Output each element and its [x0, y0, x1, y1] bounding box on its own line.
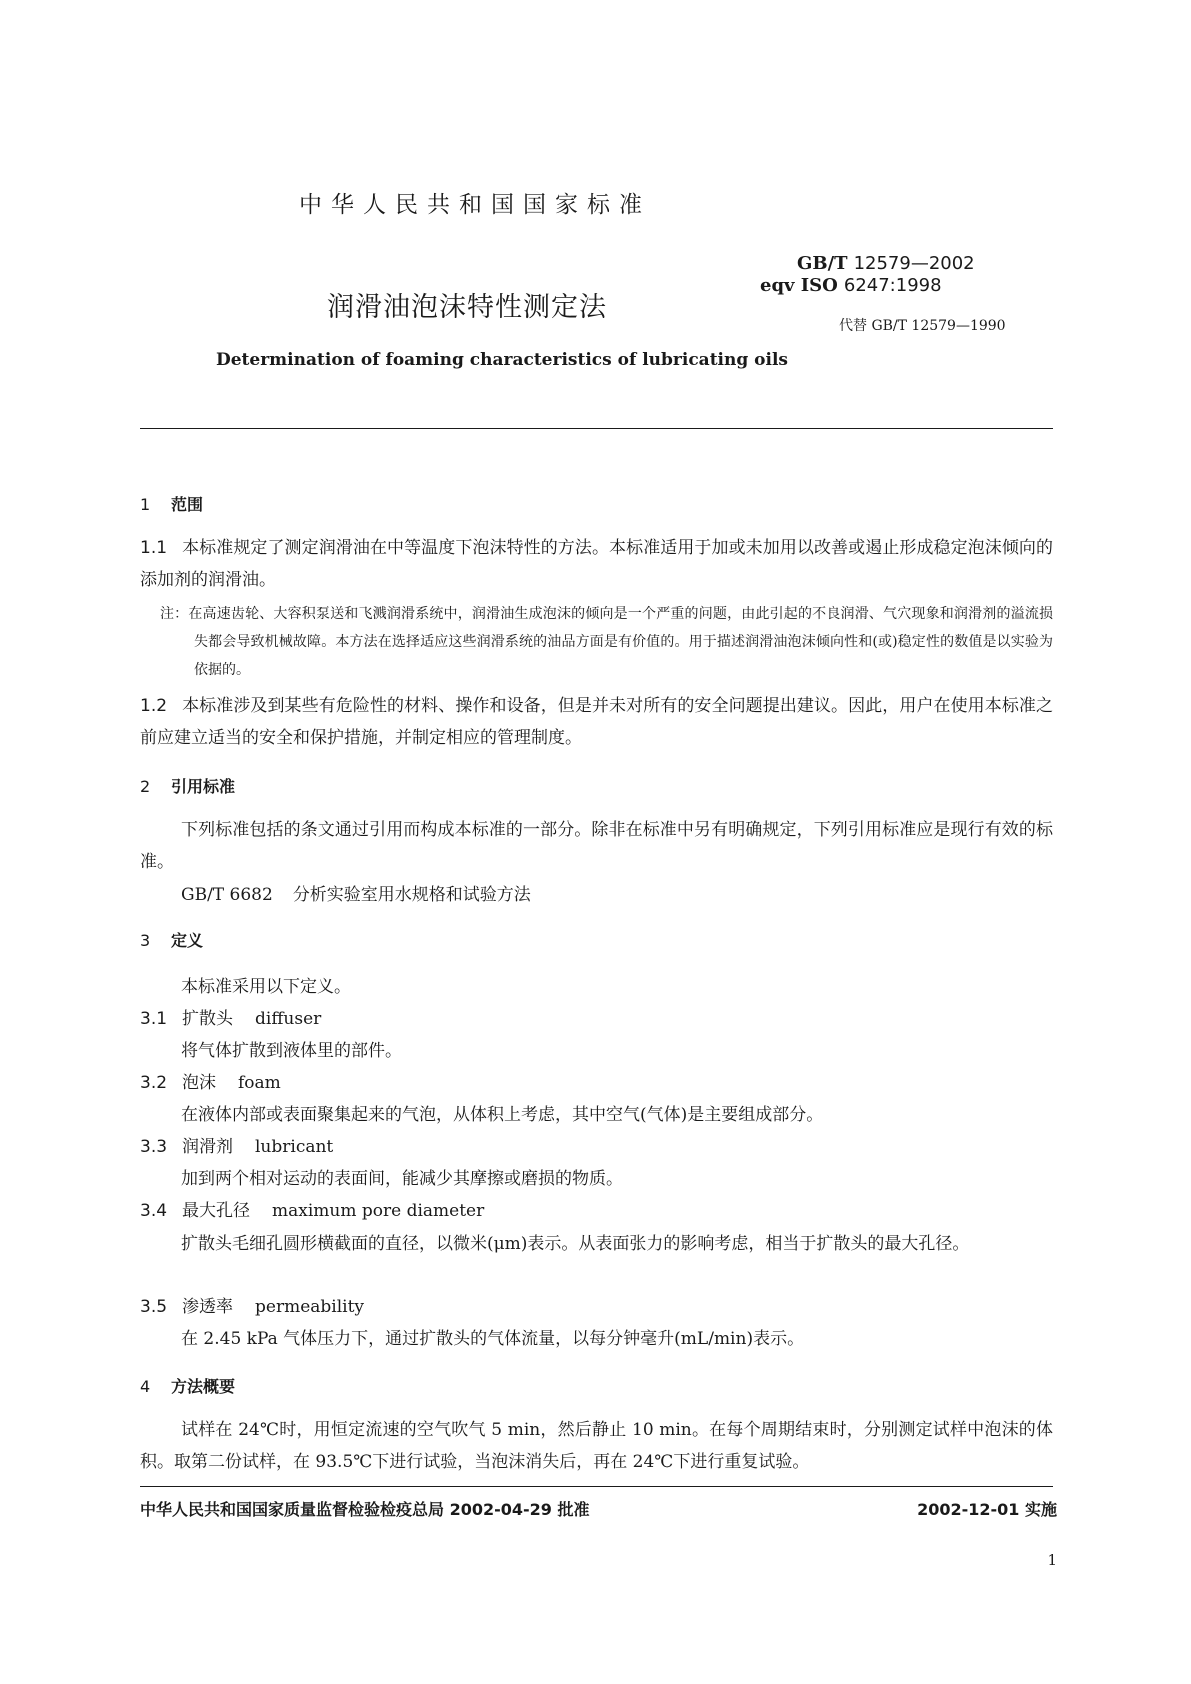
clause-1-1 — [140, 532, 1053, 596]
code-label: GB/T — [797, 253, 848, 274]
document-title-cn: 润滑油泡沫特性测定法 — [327, 292, 607, 323]
clause-text: 本标准涉及到某些有危险性的材料、操作和设备，但是并未对所有的安全问题提出建议。因此，用户在使用本标准之前应建立适当的安全和保护措施，并制定相应的管理制度。 — [140, 696, 1053, 748]
clause-number: 3.2 — [140, 1073, 168, 1093]
definitions-intro: 本标准采用以下定义。 — [181, 977, 351, 997]
definition-3-5-term — [140, 1292, 364, 1317]
clause-number: 3.1 — [140, 1009, 168, 1029]
section-number: 1 — [140, 495, 151, 514]
equivalent-standard — [760, 275, 975, 297]
section-number: 3 — [140, 931, 151, 950]
section-4-heading — [140, 1374, 235, 1397]
definition-3-2-text: 在液体内部或表面聚集起来的气泡，从体积上考虑，其中空气(气体)是主要组成部分。 — [181, 1105, 824, 1125]
term-en: diffuser — [255, 1009, 322, 1029]
term-cn: 渗透率 — [182, 1297, 233, 1317]
clause-number: 3.4 — [140, 1201, 168, 1221]
definition-3-4-term — [140, 1196, 484, 1221]
term-cn: 泡沫 — [182, 1073, 216, 1093]
clause-number: 3.5 — [140, 1297, 168, 1317]
eqv-label: eqv ISO — [760, 275, 838, 296]
section-title: 定义 — [171, 931, 204, 950]
document-title-en: Determination of foaming characteristics of lubricating oils — [216, 350, 788, 370]
section-1-heading — [140, 492, 203, 515]
replaces-standard: 代替 GB/T 12579—1990 — [839, 318, 1006, 334]
page-number: 1 — [1047, 1551, 1057, 1569]
definition-3-3-text: 加到两个相对运动的表面间，能减少其摩擦或磨损的物质。 — [181, 1169, 623, 1189]
term-en: permeability — [255, 1297, 365, 1317]
clause-number: 1.2 — [140, 696, 168, 716]
term-en: foam — [238, 1073, 281, 1093]
term-en: maximum pore diameter — [272, 1201, 485, 1221]
standard-code — [797, 253, 975, 275]
definition-3-1-text: 将气体扩散到液体里的部件。 — [181, 1041, 402, 1061]
section-title: 范围 — [171, 495, 204, 514]
normative-reference — [181, 880, 531, 905]
standard-code-block — [760, 253, 975, 297]
footer-divider — [140, 1486, 1053, 1487]
definition-3-2-term — [140, 1068, 281, 1093]
section-3-heading — [140, 928, 203, 951]
term-en: lubricant — [255, 1137, 334, 1157]
clause-1-2 — [140, 690, 1053, 754]
term-cn: 润滑剂 — [182, 1137, 233, 1157]
reference-code: GB/T 6682 — [181, 885, 273, 905]
section-4-text: 试样在 24℃时，用恒定流速的空气吹气 5 min，然后静止 10 min。在每个周期结束时，分别测定试样中泡沫的体积。取第二份试样，在 93.5℃下进行试验，当泡沫消失后，再在 24℃下进行重复试验。 — [140, 1420, 1053, 1472]
clause-number: 1.1 — [140, 538, 168, 558]
section-2-heading — [140, 774, 235, 797]
section-2-text: 下列标准包括的条文通过引用而构成本标准的一部分。除非在标准中另有明确规定，下列引用标准应是现行有效的标准。 — [140, 820, 1053, 872]
definition-3-4-text: 扩散头毛细孔圆形横截面的直径，以微米(μm)表示。从表面张力的影响考虑，相当于扩散头的最大孔径。 — [181, 1234, 970, 1254]
definition-3-1-term — [140, 1004, 321, 1029]
header-divider — [140, 428, 1053, 429]
note — [160, 600, 1053, 684]
section-number: 4 — [140, 1377, 151, 1396]
reference-title: 分析实验室用水规格和试验方法 — [292, 885, 531, 905]
section-number: 2 — [140, 777, 151, 796]
standard-category: 中华人民共和国国家标准 — [299, 192, 651, 218]
code-number: 12579—2002 — [853, 253, 975, 274]
section-title: 引用标准 — [171, 777, 236, 796]
term-cn: 最大孔径 — [182, 1201, 250, 1221]
clause-number: 3.3 — [140, 1137, 168, 1157]
note-text: 注：在高速齿轮、大容积泵送和飞溅润滑系统中，润滑油生成泡沫的倾向是一个严重的问题，由此引起的不良润滑、气穴现象和润滑剂的溢流损失都会导致机械故障。本方法在选择适应这些润滑系统的油品方面是有价值的。用于描述润滑油泡沫倾向性和(或)稳定性的数值是以实验为依据的。 — [160, 606, 1053, 678]
eqv-number: 6247:1998 — [843, 275, 942, 296]
definition-3-3-term — [140, 1132, 333, 1157]
definition-3-5-text: 在 2.45 kPa 气体压力下，通过扩散头的气体流量，以每分钟毫升(mL/min)表示。 — [181, 1329, 805, 1349]
section-title: 方法概要 — [171, 1377, 236, 1396]
clause-text: 本标准规定了测定润滑油在中等温度下泡沫特性的方法。本标准适用于加或未加用以改善或遏止形成稳定泡沫倾向的添加剂的润滑油。 — [140, 538, 1053, 590]
effective-date: 2002-12-01 实施 — [917, 1500, 1057, 1519]
approval-info: 中华人民共和国国家质量监督检验检疫总局 2002-04-29 批准 — [140, 1500, 590, 1519]
term-cn: 扩散头 — [182, 1009, 233, 1029]
